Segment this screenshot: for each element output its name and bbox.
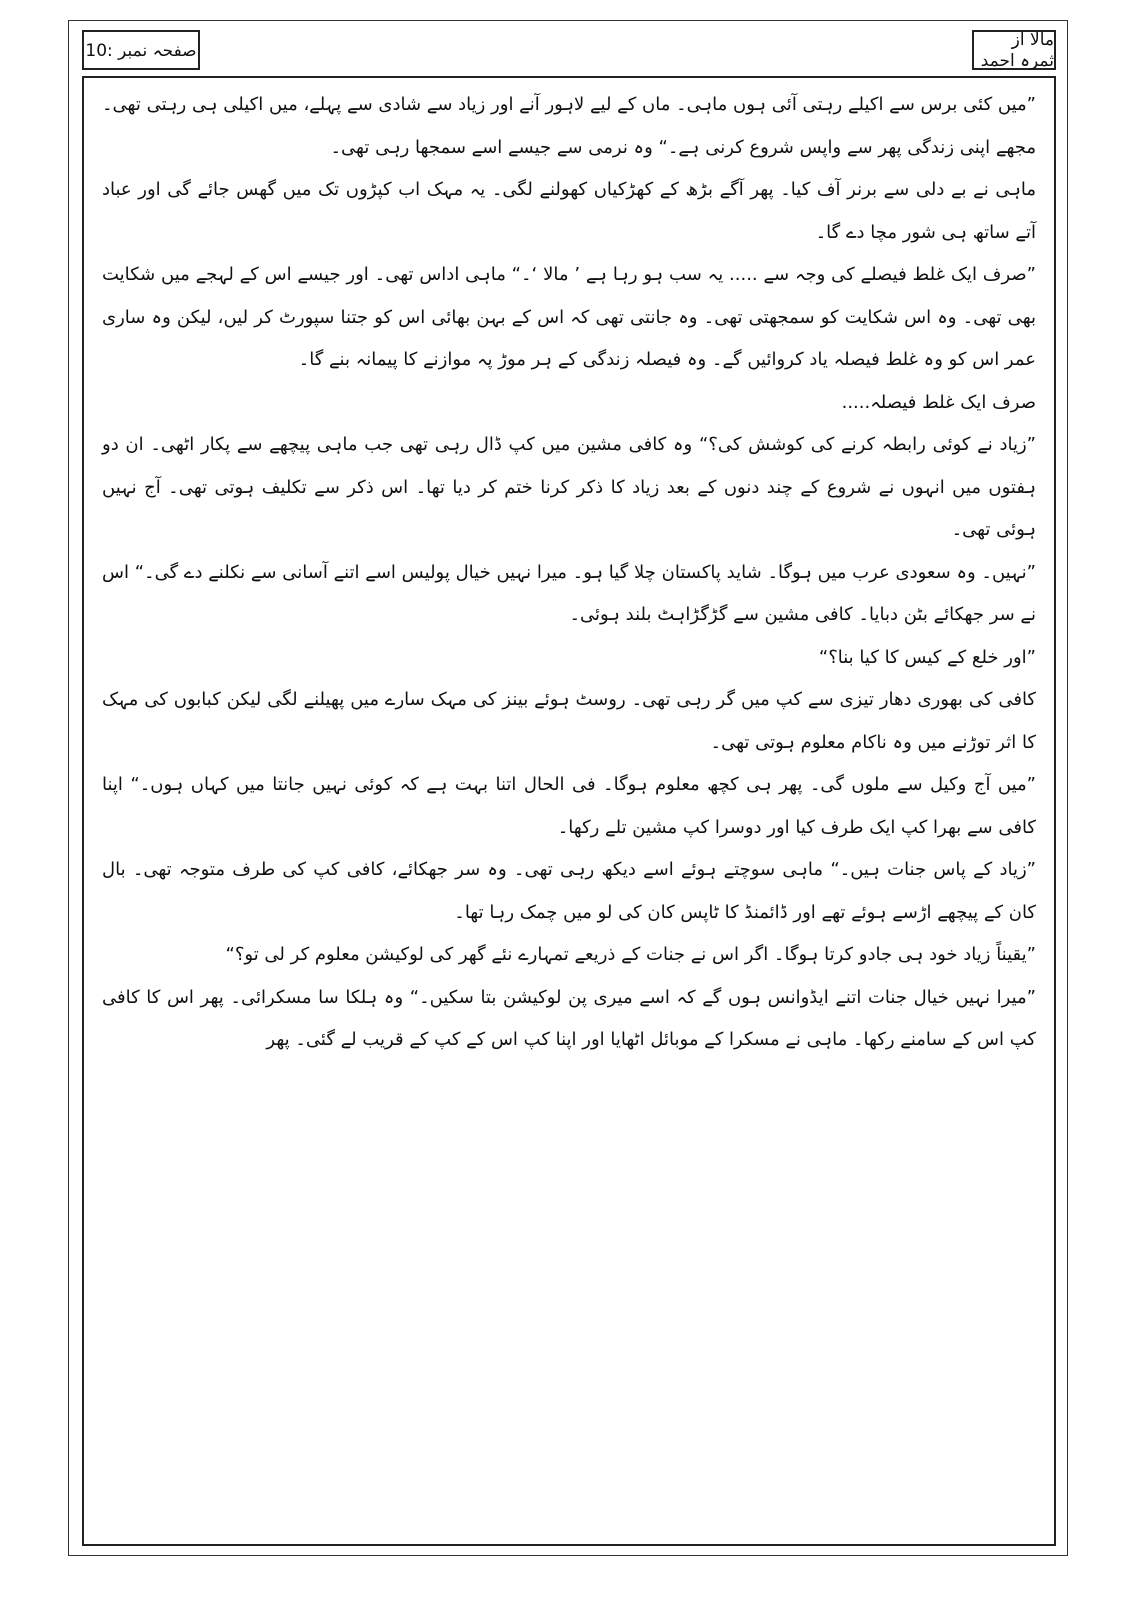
paragraph: ”میں آج وکیل سے ملوں گی۔ پھر ہی کچھ معلوم ہوگا۔ فی الحال اتنا بہت ہے کہ کوئی نہیں جانتا میں کہاں ہوں۔“ اپنا کافی سے بھرا کپ ایک طرف کیا اور دوسرا کپ مشین تلے رکھا۔ — [102, 774, 1036, 838]
paragraph: ”یقیناً زیاد خود ہی جادو کرتا ہوگا۔ اگر اس نے جنات کے ذریعے تمہارے نئے گھر کی لوکیشن معلوم کر لی تو؟“ — [225, 944, 1036, 965]
paragraph: کافی کی بھوری دھار تیزی سے کپ میں گر رہی تھی۔ روسٹ ہوئے بینز کی مہک سارے میں پھیلنے لگی لیکن کبابوں کی مہک کا اثر توڑنے میں وہ ناکام معلوم ہوتی تھی۔ — [102, 689, 1036, 753]
paragraph: صرف ایک غلط فیصلہ..... — [841, 391, 1036, 413]
paragraph: ”زیاد کے پاس جنات ہیں۔“ ماہی سوچتے ہوئے اسے دیکھ رہی تھی۔ وہ سر جھکائے، کافی کپ کی طرف متوجہ تھی۔ بال کان کے پیچھے اڑسے ہوئے تھے اور ڈائمنڈ کا ٹاپس کان کی لو میں چمک رہا تھا۔ — [102, 859, 1036, 923]
paragraph: ”اور خلع کے کیس کا کیا بنا؟“ — [818, 646, 1036, 668]
paragraph: ”میں کئی برس سے اکیلے رہتی آئی ہوں ماہی۔ ماں کے لیے لاہور آنے اور زیاد سے شادی سے پہلے، میں اکیلی ہی رہتی تھی۔ مجھے اپنی زندگی پھر سے واپس شروع کرنی ہے۔“ وہ نرمی سے جیسے اسے سمجھا رہی تھی۔ — [102, 94, 1036, 158]
paragraph: ”صرف ایک غلط فیصلے کی وجہ سے ..... یہ سب ہو رہا ہے ’ مالا ‘۔“ ماہی اداس تھی۔ اور جیسے اس کے لہجے میں شکایت بھی تھی۔ وہ اس شکایت کو سمجھتی تھی۔ وہ جانتی تھی کہ اس کے بہن بھائی اس کو جتنا سپورٹ کر لیں، لیکن وہ ساری عمر اس کو وہ غلط فیصلہ یاد کروائیں گے۔ وہ فیصلہ زندگی کے ہر موڑ پہ موازنے کا پیمانہ بنے گا۔ — [102, 264, 1036, 370]
paragraph: ”میرا نہیں خیال جنات اتنے ایڈوانس ہوں گے کہ اسے میری پن لوکیشن بتا سکیں۔“ وہ ہلکا سا مسکرائی۔ پھر اس کا کافی کپ اس کے سامنے رکھا۔ ماہی نے مسکرا کے موبائل اٹھایا اور اپنا کپ اس کے کپ کے قریب لے گئی۔ پھر — [102, 986, 1036, 1050]
page-number: صفحہ نمبر :10 — [85, 40, 197, 61]
page-number-box — [82, 30, 200, 70]
author-box — [972, 30, 1056, 70]
paragraph: ”نہیں۔ وہ سعودی عرب میں ہوگا۔ شاید پاکستان چلا گیا ہو۔ میرا نہیں خیال پولیس اسے اتنے آسانی سے نکلنے دے گی۔“ اس نے سر جھکائے بٹن دبایا۔ کافی مشین سے گڑگڑاہٹ بلند ہوئی۔ — [102, 561, 1036, 625]
paragraph: ماہی نے بے دلی سے برنر آف کیا۔ پھر آگے بڑھ کے کھڑکیاں کھولنے لگی۔ یہ مہک اب کپڑوں تک میں گھس جائے گی اور عباد آتے ساتھ ہی شور مچا دے گا۔ — [102, 179, 1036, 243]
paragraph: ”زیاد نے کوئی رابطہ کرنے کی کوشش کی؟“ وہ کافی مشین میں کپ ڈال رہی تھی جب ماہی پیچھے سے پکار اٹھی۔ ان دو ہفتوں میں انہوں نے شروع کے چند دنوں کے بعد زیاد کا ذکر کرنا ختم کر دیا تھا۔ اس ذکر سے تکلیف ہوتی تھی۔ آج نہیں ہوئی تھی۔ — [102, 434, 1036, 540]
text-frame — [82, 76, 1056, 1546]
author-title: مالا از ثمرہ احمد — [980, 29, 1054, 71]
body-text — [102, 84, 1036, 1062]
